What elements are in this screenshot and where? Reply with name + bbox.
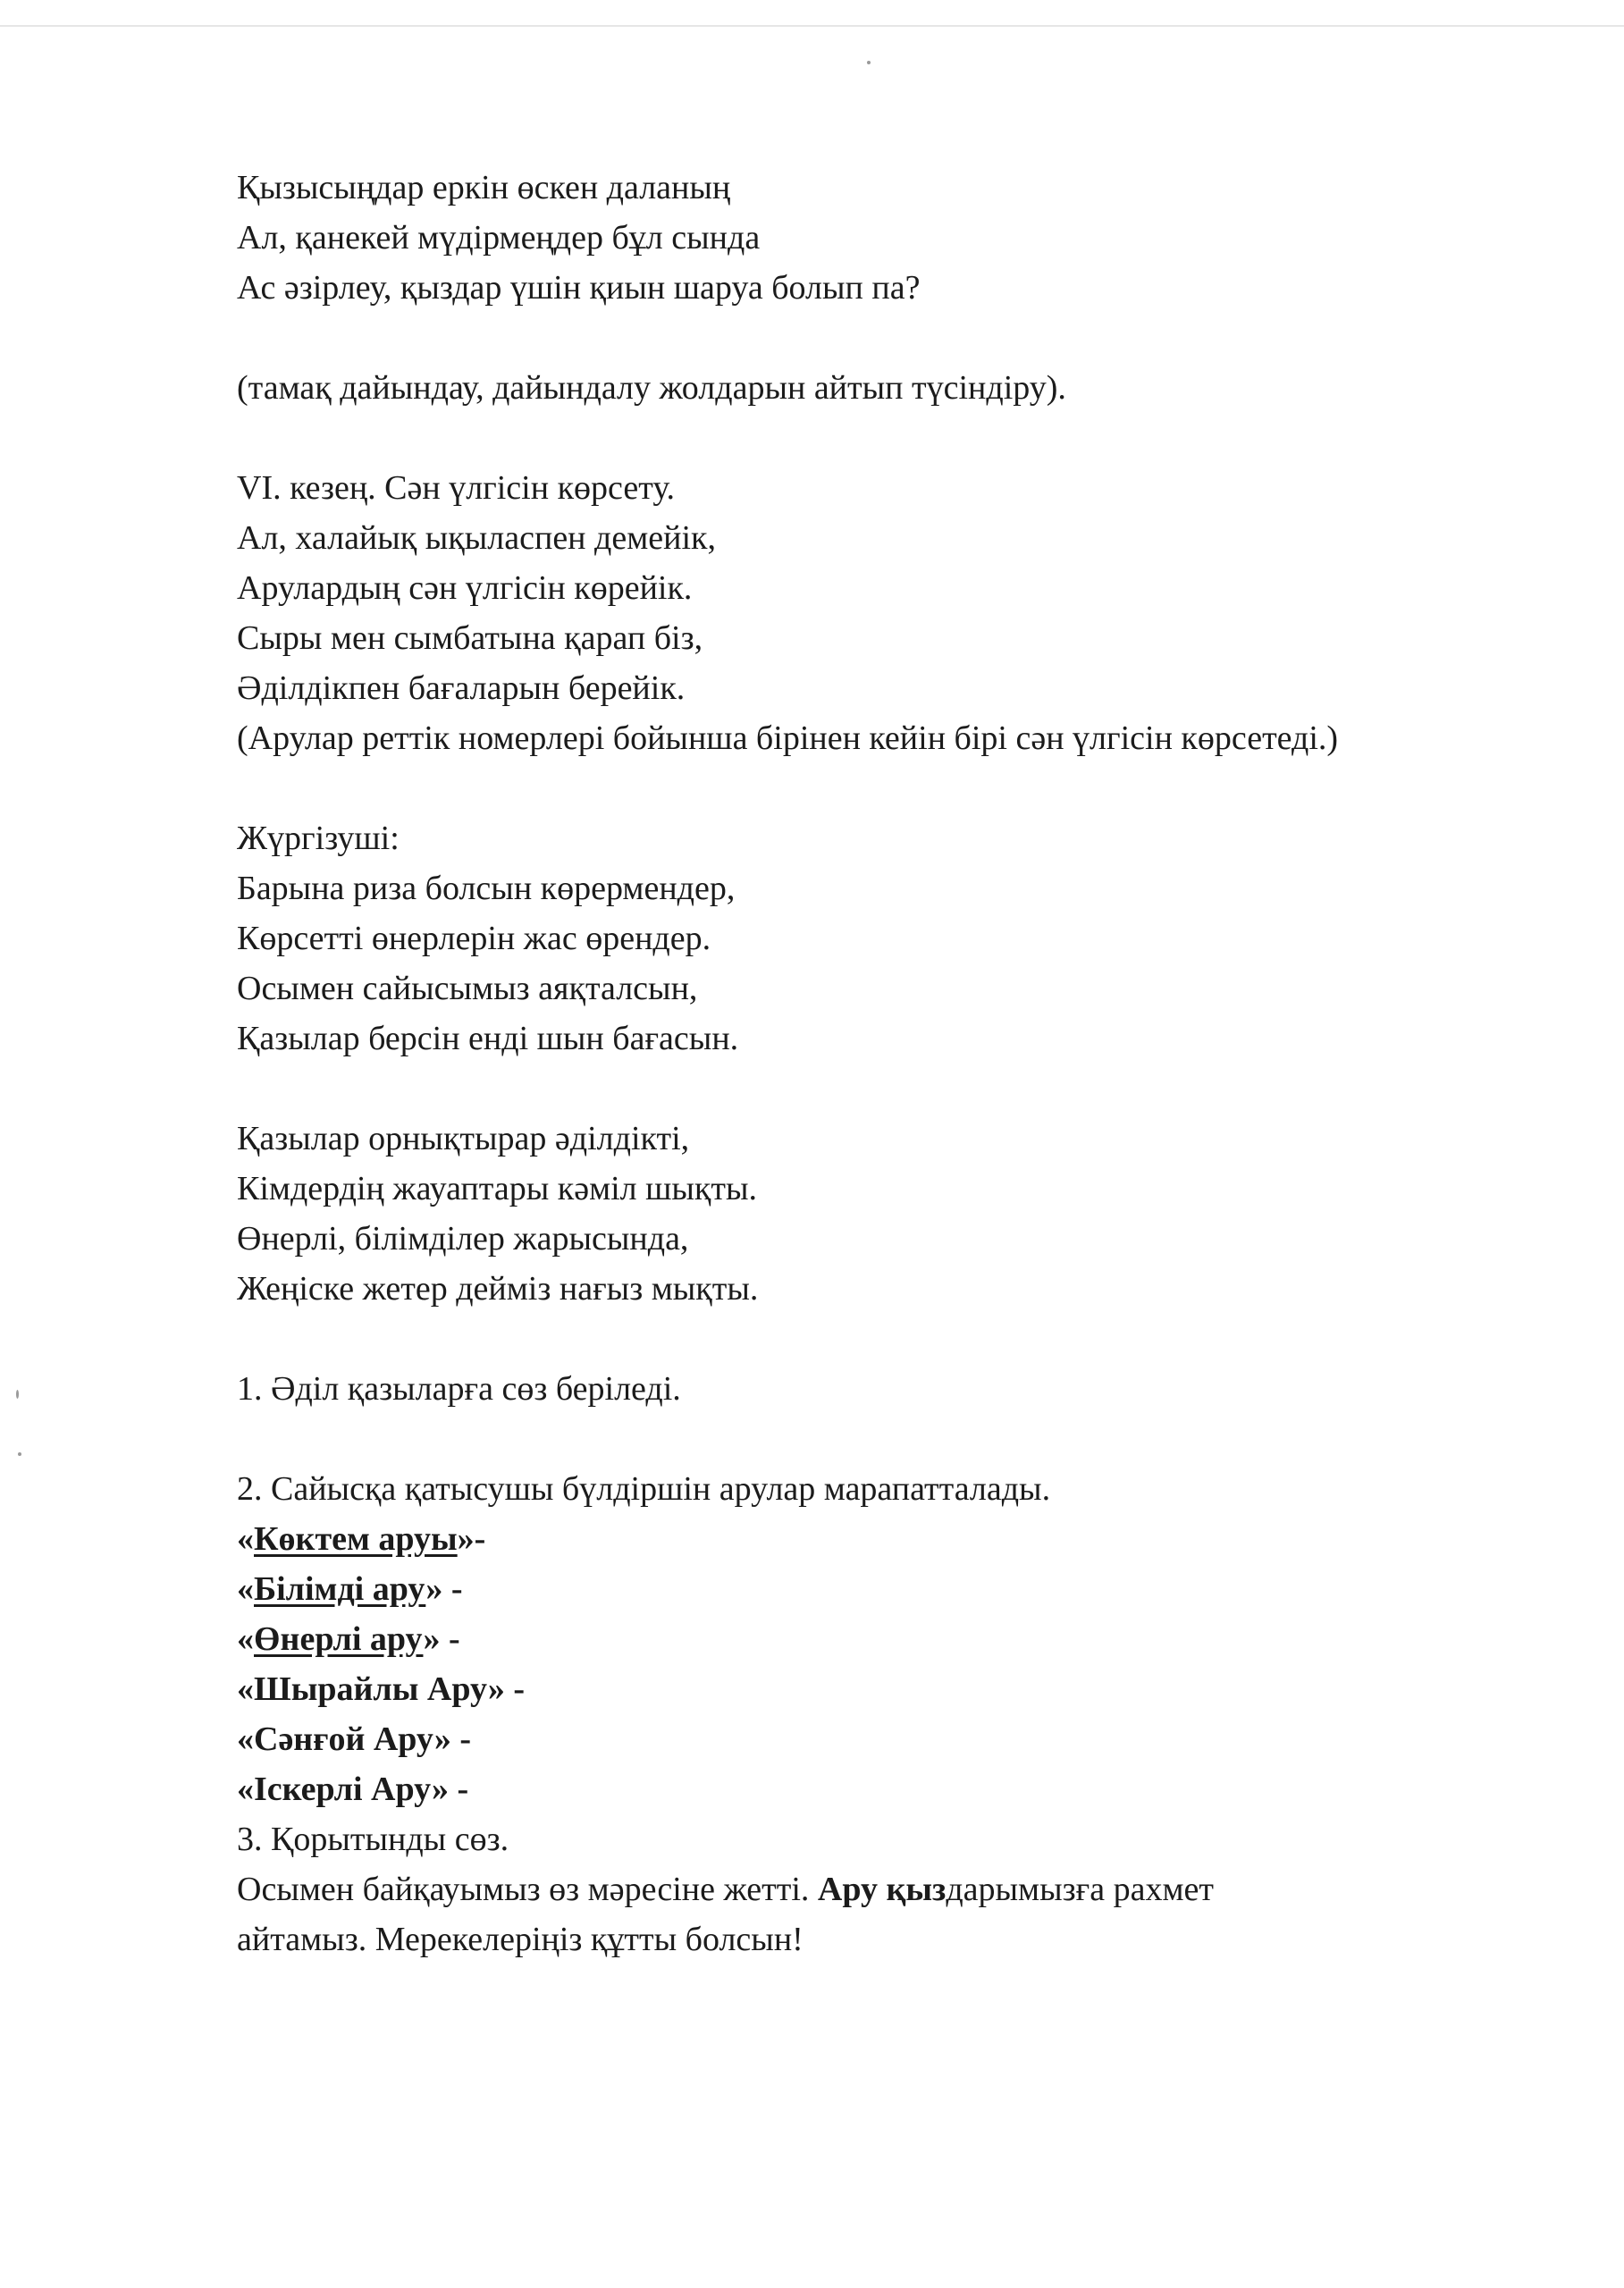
text-line: (Арулар реттік номерлері бойынша бірінен кейін бірі сән үлгісін көрсетеді.)	[237, 719, 1339, 757]
text-line: Ал, қанекей мүдірмеңдер бұл сында	[237, 219, 761, 257]
text-line: Ал, халайық ықыласпен демейік,	[237, 519, 716, 557]
text-line: Өнерлі, білімділер жарысында,	[237, 1220, 689, 1258]
award-name: Білімді ару	[254, 1570, 426, 1608]
award-line: «Шырайлы Ару» -	[237, 1670, 526, 1708]
section-heading: VI. кезең. Сән үлгісін көрсету.	[237, 469, 676, 507]
award-line: «Іскерлі Ару» -	[237, 1771, 469, 1808]
document-body	[237, 163, 1506, 1964]
text-line: Арулардың сән үлгісін көрейік.	[237, 569, 693, 607]
text-line: Қызысыңдар еркін өскен даланың	[237, 169, 731, 206]
scan-speck	[867, 61, 871, 64]
award-line: «Сәнғой Ару» -	[237, 1720, 472, 1758]
numbered-item: 3. Қорытынды сөз.	[237, 1821, 509, 1858]
text-line: Жеңіске жетер дейміз нағыз мықты.	[237, 1270, 759, 1308]
text-line: Осымен сайысымыз аяқталсын,	[237, 970, 698, 1007]
text-line: Қазылар орнықтырар әділдікті,	[237, 1120, 690, 1157]
closing-text: айтамыз. Мерекелеріңіз құтты болсын!	[237, 1921, 804, 1958]
text-line: Қазылар берсін енді шын бағасын.	[237, 1020, 739, 1057]
text-line: Ас әзірлеу, қыздар үшін қиын шаруа болып па?	[237, 269, 921, 307]
scan-speck	[18, 1452, 21, 1456]
award-name: Өнерлі ару	[254, 1620, 424, 1658]
text-line: Кімдердің жауаптары кәміл шықты.	[237, 1170, 758, 1207]
scan-speck	[16, 1390, 19, 1399]
text-line: Әділдікпен бағаларын берейік.	[237, 669, 686, 707]
text-line: Барына риза болсын көрермендер,	[237, 870, 736, 907]
text-line: Сыры мен сымбатына қарап біз,	[237, 619, 703, 657]
award-line: «Көктем аруы»-	[237, 1520, 486, 1558]
award-line: «Білімді ару» -	[237, 1570, 463, 1608]
award-name: Көктем аруы	[254, 1520, 458, 1558]
numbered-item: 2. Сайысқа қатысушы бүлдіршін арулар марапатталады.	[237, 1470, 1051, 1508]
award-line: «Өнерлі ару» -	[237, 1620, 460, 1658]
scan-edge-line	[0, 25, 1624, 27]
numbered-item: 1. Әділ қазыларға сөз беріледі.	[237, 1370, 681, 1408]
closing-text: Осымен байқауымыз өз мәресіне жетті. Ару қыздарымызға рахмет	[237, 1871, 1214, 1908]
text-line: (тамақ дайындау, дайындалу жолдарын айтып түсіндіру).	[237, 369, 1066, 407]
speaker-label: Жүргізуші:	[237, 820, 400, 857]
text-line: Көрсетті өнерлерін жас өрендер.	[237, 920, 711, 957]
